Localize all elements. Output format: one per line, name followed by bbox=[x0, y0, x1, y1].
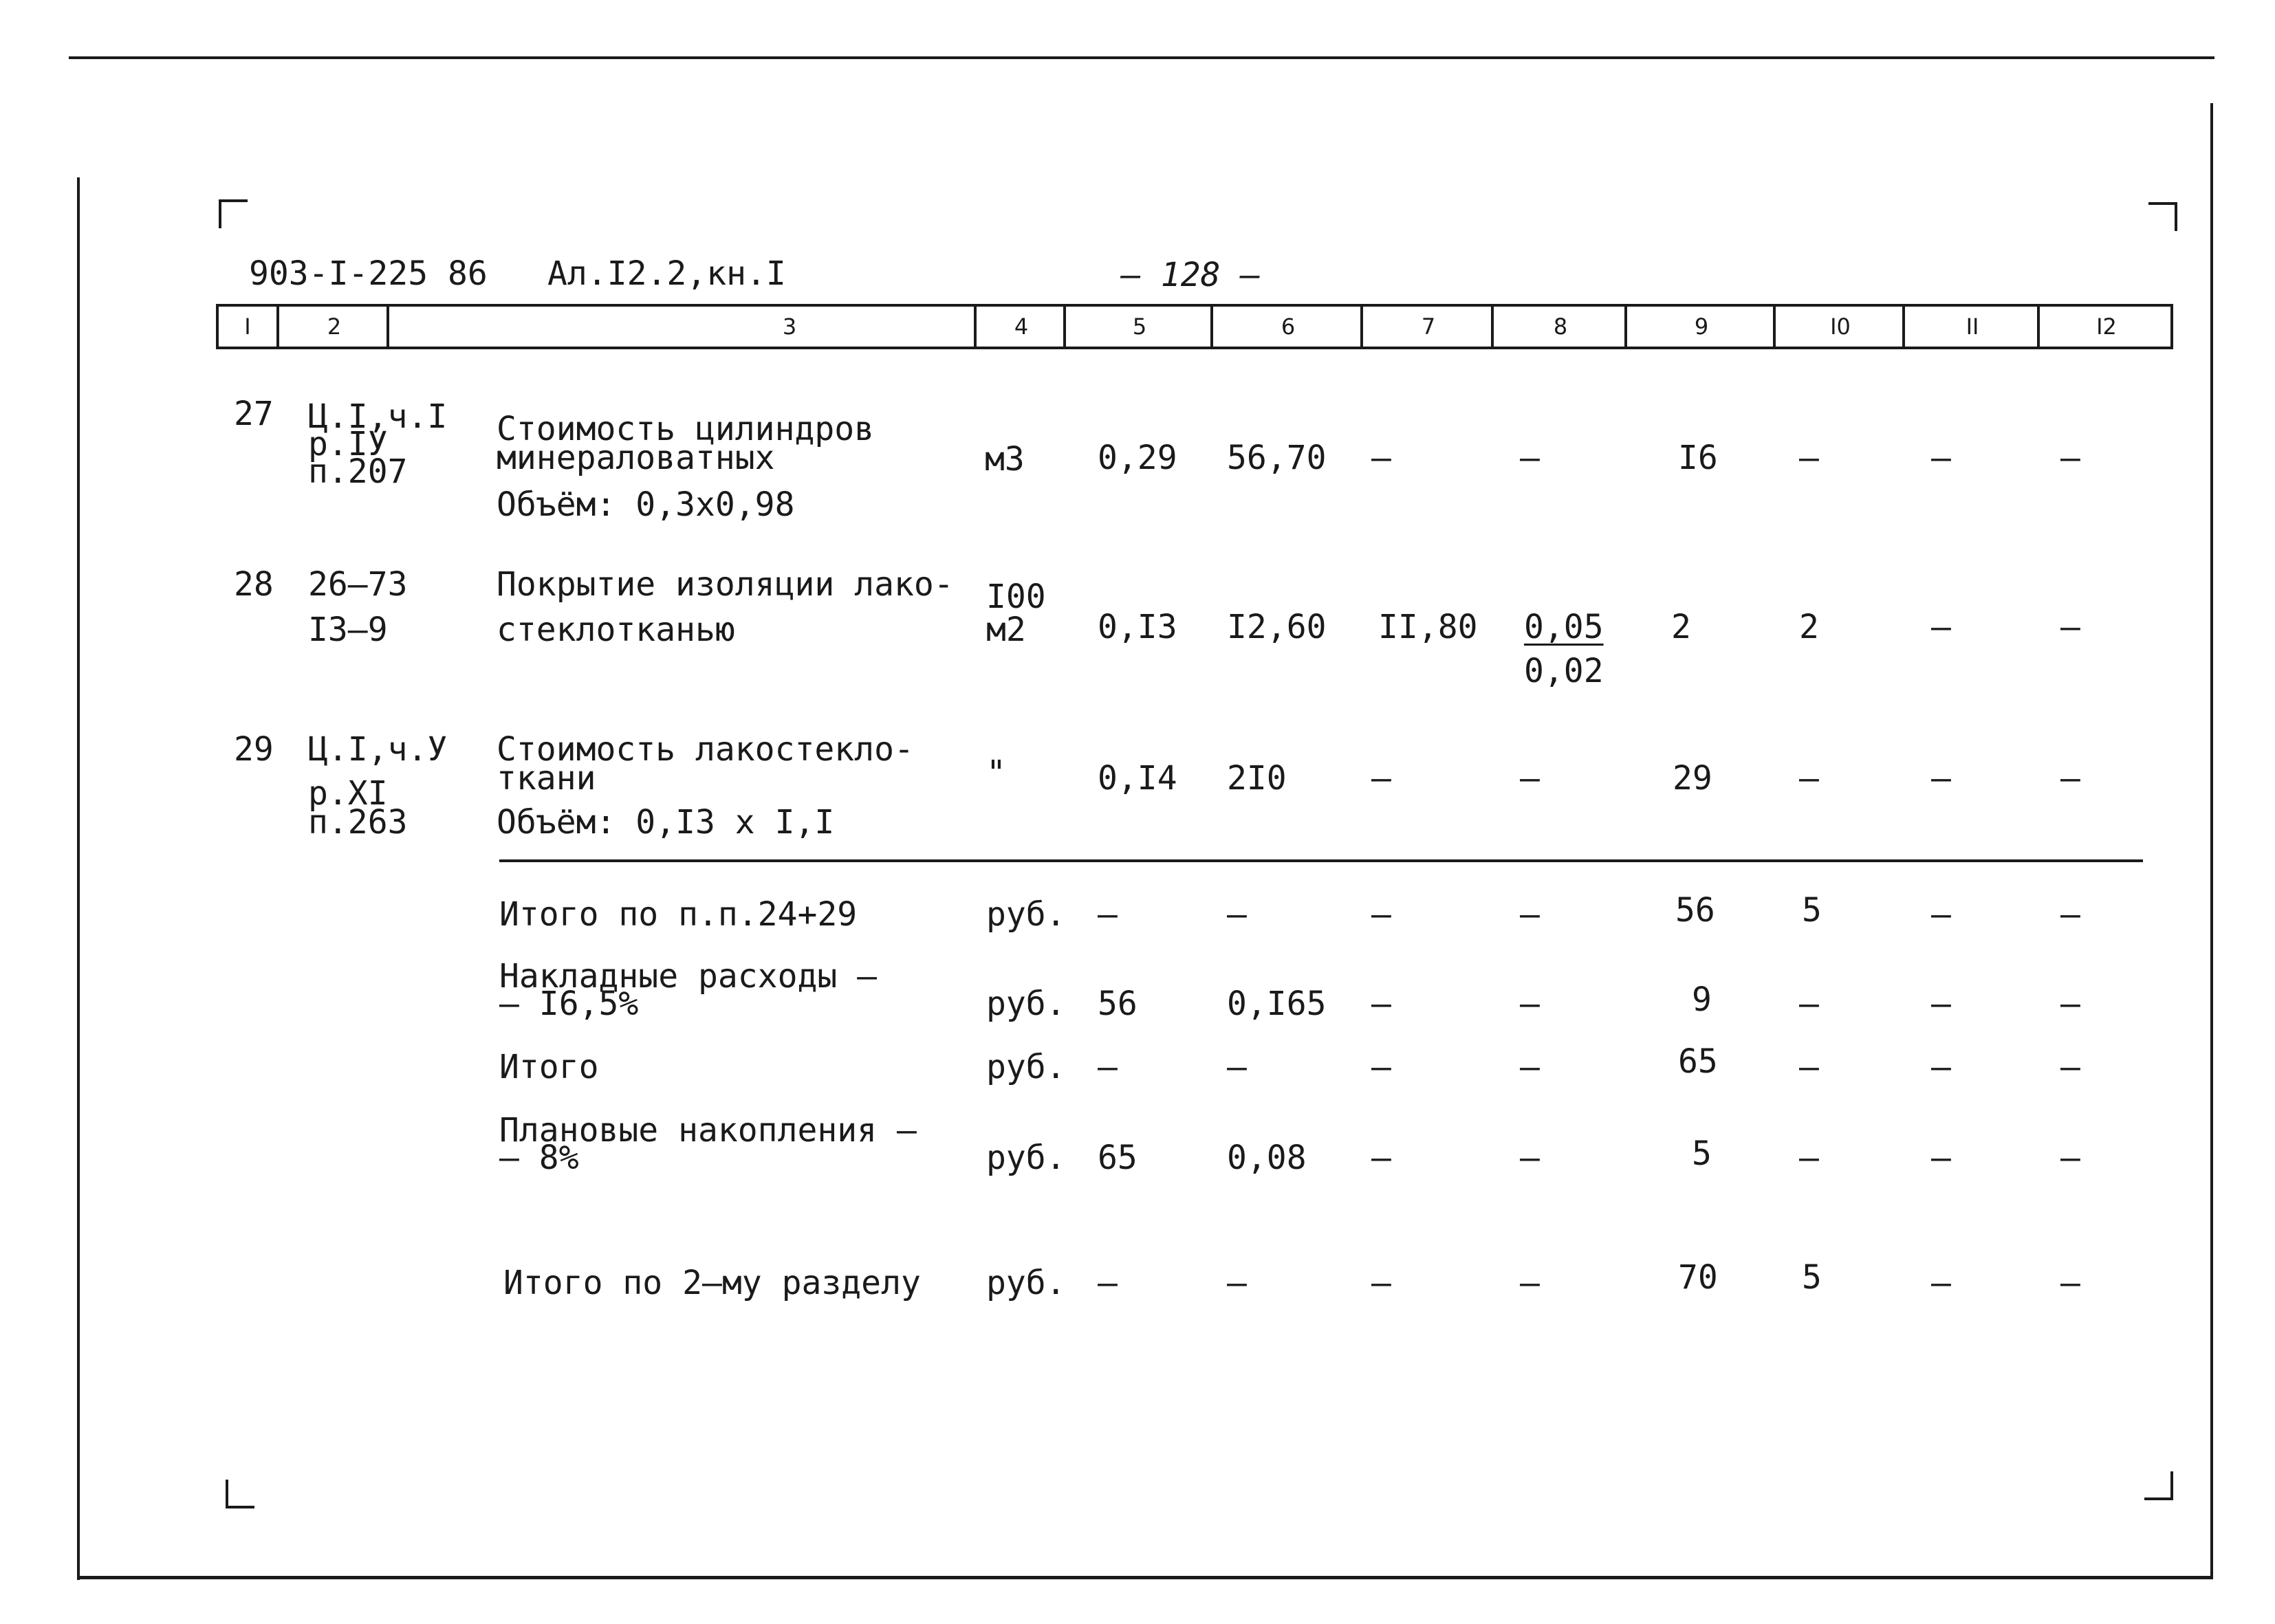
row-name-line: ткани bbox=[497, 759, 596, 798]
total-col11: – bbox=[1931, 1139, 1951, 1177]
row-volume-note: Объём: 0,3х0,98 bbox=[497, 485, 795, 524]
column-header: I bbox=[244, 314, 251, 340]
row-col12: – bbox=[2060, 439, 2080, 477]
total-col9: 5 bbox=[1692, 1134, 1712, 1173]
row-col5: 0,I3 bbox=[1098, 608, 1177, 646]
total-col10: 5 bbox=[1802, 1258, 1822, 1297]
column-header: 9 bbox=[1624, 307, 1776, 347]
total-col11: – bbox=[1931, 1264, 1951, 1302]
total-col9: 56 bbox=[1675, 891, 1715, 930]
total-col9: 70 bbox=[1678, 1258, 1718, 1297]
row-col6: 56,70 bbox=[1227, 439, 1327, 477]
row-unit: " bbox=[986, 754, 1006, 792]
total-col10: 5 bbox=[1802, 891, 1822, 930]
total-col5: – bbox=[1098, 1264, 1118, 1302]
row-unit: м2 bbox=[986, 611, 1026, 649]
row-number: 29 bbox=[234, 730, 274, 769]
row-name-line: Покрытие изоляции лако- bbox=[497, 565, 954, 604]
row-col5: 0,29 bbox=[1098, 439, 1177, 477]
total-col10: – bbox=[1799, 985, 1819, 1023]
row-col8: – bbox=[1520, 759, 1540, 798]
row-number: 27 bbox=[234, 395, 274, 433]
total-unit: руб. bbox=[986, 985, 1066, 1023]
total-col8: – bbox=[1520, 1048, 1540, 1086]
total-col12: – bbox=[2060, 985, 2080, 1023]
total-col12: – bbox=[2060, 1264, 2080, 1302]
total-col6: – bbox=[1227, 1048, 1247, 1086]
total-col6: – bbox=[1227, 895, 1247, 934]
row-col5: 0,I4 bbox=[1098, 759, 1177, 798]
total-col9: 9 bbox=[1692, 980, 1712, 1019]
row-number: 28 bbox=[234, 565, 274, 604]
total-col8: – bbox=[1520, 895, 1540, 934]
row-name-line: Стоимость лакостекло- bbox=[497, 730, 914, 769]
corner-mark-bottom-left bbox=[226, 1480, 254, 1508]
frame-top-line bbox=[69, 56, 2214, 59]
row-col8: – bbox=[1520, 439, 1540, 477]
total-name-line: Итого по п.п.24+29 bbox=[499, 895, 858, 934]
row-col10: – bbox=[1799, 759, 1819, 798]
total-name-line: – 8% bbox=[499, 1139, 579, 1177]
album-reference: Ал.I2.2,кн.I bbox=[547, 254, 786, 293]
total-col8: – bbox=[1520, 985, 1540, 1023]
column-header: I2 bbox=[2037, 307, 2173, 347]
row-code-line: 26–73 bbox=[308, 565, 408, 604]
total-col8: – bbox=[1520, 1264, 1540, 1302]
row-col10: 2 bbox=[1799, 608, 1819, 646]
row-col6: 2I0 bbox=[1227, 759, 1287, 798]
total-unit: руб. bbox=[986, 1264, 1066, 1302]
row-code-line: I3–9 bbox=[308, 611, 388, 649]
row-code-line: п.207 bbox=[308, 452, 408, 491]
corner-mark-top-left bbox=[219, 199, 248, 228]
corner-mark-bottom-right bbox=[2144, 1471, 2173, 1500]
total-col7: – bbox=[1371, 1139, 1391, 1177]
row-code-line: Ц.I,ч.I bbox=[308, 397, 448, 436]
total-col12: – bbox=[2060, 1048, 2080, 1086]
total-col12: – bbox=[2060, 895, 2080, 934]
total-col5: 56 bbox=[1098, 985, 1138, 1023]
row-col8-secondary: 0,02 bbox=[1524, 652, 1604, 690]
row-col9: 29 bbox=[1673, 759, 1712, 798]
column-header: 5 bbox=[1063, 307, 1213, 347]
total-col6: – bbox=[1227, 1264, 1247, 1302]
totals-separator bbox=[499, 859, 2143, 862]
row-col8: 0,05 bbox=[1524, 608, 1604, 646]
column-header: 3 bbox=[387, 307, 1190, 347]
row-col7: – bbox=[1371, 759, 1391, 798]
total-col7: – bbox=[1371, 1048, 1391, 1086]
total-name-line: – I6,5% bbox=[499, 985, 639, 1023]
column-header: 7 bbox=[1360, 307, 1494, 347]
total-col11: – bbox=[1931, 895, 1951, 934]
column-header: II bbox=[1902, 307, 2040, 347]
total-col7: – bbox=[1371, 895, 1391, 934]
row-col7: – bbox=[1371, 439, 1391, 477]
total-col12: – bbox=[2060, 1139, 2080, 1177]
total-col5: 65 bbox=[1098, 1139, 1138, 1177]
total-unit: руб. bbox=[986, 895, 1066, 934]
row-code-line: Ц.I,ч.У bbox=[308, 730, 448, 769]
total-unit: руб. bbox=[986, 1139, 1066, 1177]
total-col6: 0,I65 bbox=[1227, 985, 1327, 1023]
row-col11: – bbox=[1931, 759, 1951, 798]
row-name-line: стеклотканью bbox=[497, 611, 735, 649]
row-unit: I00 bbox=[986, 578, 1046, 616]
row-col9: I6 bbox=[1678, 439, 1718, 477]
row-volume-note: Объём: 0,I3 х I,I bbox=[497, 803, 835, 842]
total-col11: – bbox=[1931, 985, 1951, 1023]
page-number: — 128 — bbox=[1121, 256, 1261, 294]
row-name-line: минераловатных bbox=[497, 439, 775, 477]
frame-bottom-line bbox=[77, 1576, 2213, 1579]
row-col9: 2 bbox=[1671, 608, 1691, 646]
total-col10: – bbox=[1799, 1139, 1819, 1177]
total-name-line: Плановые накопления – bbox=[499, 1111, 917, 1150]
row-col11: – bbox=[1931, 608, 1951, 646]
row-col12: – bbox=[2060, 608, 2080, 646]
total-col6: 0,08 bbox=[1227, 1139, 1307, 1177]
column-header: 8 bbox=[1491, 307, 1627, 347]
row-unit: м3 bbox=[985, 440, 1025, 479]
row-col6: I2,60 bbox=[1227, 608, 1327, 646]
total-col7: – bbox=[1371, 1264, 1391, 1302]
total-col5: – bbox=[1098, 1048, 1118, 1086]
row-code-line: п.263 bbox=[308, 803, 408, 842]
row-col10: – bbox=[1799, 439, 1819, 477]
corner-mark-top-right bbox=[2148, 202, 2177, 231]
row-col12: – bbox=[2060, 759, 2080, 798]
row-code-line: р.XI bbox=[308, 774, 388, 813]
frame-right-line bbox=[2210, 103, 2213, 1579]
total-name-line: Итого bbox=[499, 1048, 599, 1086]
total-col10: – bbox=[1799, 1048, 1819, 1086]
total-col9: 65 bbox=[1678, 1042, 1718, 1081]
frame-left-line bbox=[77, 177, 80, 1580]
row-name-line: Стоимость цилиндров bbox=[497, 410, 875, 448]
row-col11: – bbox=[1931, 439, 1951, 477]
total-unit: руб. bbox=[986, 1048, 1066, 1086]
total-col11: – bbox=[1931, 1048, 1951, 1086]
total-col8: – bbox=[1520, 1139, 1540, 1177]
column-header: I0 bbox=[1773, 307, 1905, 347]
column-header: 6 bbox=[1210, 307, 1363, 347]
doc-code: 903-I-225 86 bbox=[249, 254, 488, 293]
column-header: 4 bbox=[974, 307, 1066, 347]
row-code-line: р.IУ bbox=[308, 425, 388, 463]
column-header: 2 bbox=[276, 307, 389, 347]
column-header-row bbox=[216, 304, 2173, 349]
section-total-name: Итого по 2–му разделу bbox=[503, 1264, 921, 1302]
total-col7: – bbox=[1371, 985, 1391, 1023]
row-col7: II,80 bbox=[1378, 608, 1478, 646]
total-name-line: Накладные расходы – bbox=[499, 957, 878, 996]
total-col5: – bbox=[1098, 895, 1118, 934]
